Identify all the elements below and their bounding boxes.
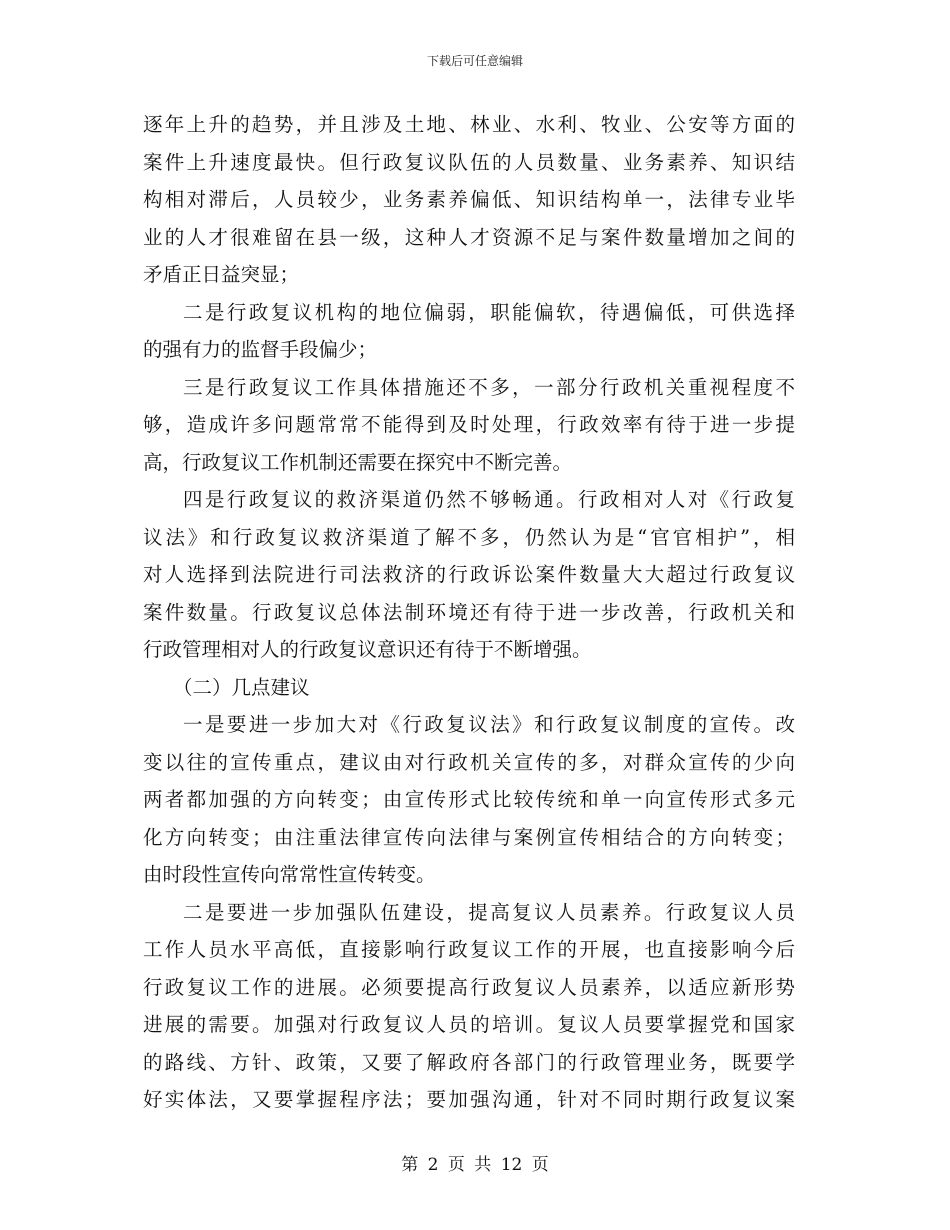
text-line: 由时段性宣传向常常性宣传转变。	[143, 863, 436, 886]
text-line: 二是要进一步加强队伍建设，提高复议人员素养。行政复议人员	[183, 900, 795, 924]
text-line: 二是行政复议机构的地位偏弱，职能偏软，待遇偏低，可供选择	[183, 300, 795, 324]
text-line: 逐年上升的趋势，并且涉及土地、林业、水利、牧业、公安等方面的	[143, 113, 795, 136]
text-line: 高，行政复议工作机制还需要在探究中不断完善。	[143, 450, 573, 474]
text-line: 行政管理相对人的行政复议意识还有待于不断增强。	[143, 638, 592, 661]
text-line: 议法》和行政复议救济渠道了解不多，仍然认为是“官官相护”，相	[143, 525, 795, 549]
text-line: 的强有力的监督手段偏少；	[143, 338, 378, 361]
text-line: 工作人员水平高低，直接影响行政复议工作的开展，也直接影响今后	[143, 938, 795, 961]
text-line: 案件上升速度最快。但行政复议队伍的人员数量、业务素养、知识结	[143, 150, 795, 174]
document-body	[143, 106, 795, 1119]
section-heading: （二）几点建议	[173, 675, 310, 699]
text-line: 好实体法，又要掌握程序法；要加强沟通，针对不同时期行政复议案	[143, 1088, 795, 1111]
text-line: 案件数量。行政复议总体法制环境还有待于进一步改善，行政机关和	[143, 600, 795, 624]
text-line: 三是行政复议工作具体措施还不多，一部分行政机关重视程度不	[183, 375, 795, 399]
text-line: 构相对滞后，人员较少，业务素养偏低、知识结构单一，法律专业毕	[143, 188, 795, 211]
text-line: 够，造成许多问题常常不能得到及时处理，行政效率有待于进一步提	[143, 413, 795, 436]
text-line: 一是要进一步加大对《行政复议法》和行政复议制度的宣传。改	[183, 713, 795, 736]
text-line: 两者都加强的方向转变；由宣传形式比较传统和单一向宣传形式多元	[143, 788, 795, 811]
text-line: 四是行政复议的救济渠道仍然不够畅通。行政相对人对《行政复	[183, 488, 795, 511]
page-header: 下载后可任意编辑	[426, 54, 523, 68]
text-line: 矛盾正日益突显；	[143, 263, 300, 286]
text-line: 化方向转变；由注重法律宣传向法律与案例宣传相结合的方向转变；	[143, 825, 795, 849]
page-footer: 第 2 页 共 12 页	[401, 1155, 549, 1175]
text-line: 业的人才很难留在县一级，这种人才资源不足与案件数量增加之间的	[143, 225, 795, 249]
text-line: 行政复议工作的进展。必须要提高行政复议人员素养，以适应新形势	[143, 975, 795, 999]
text-line: 进展的需要。加强对行政复议人员的培训。复议人员要掌握党和国家	[143, 1013, 795, 1036]
text-line: 的路线、方针、政策，又要了解政府各部门的行政管理业务，既要学	[143, 1050, 795, 1074]
text-line: 对人选择到法院进行司法救济的行政诉讼案件数量大大超过行政复议	[143, 563, 795, 586]
text-line: 变以往的宣传重点，建议由对行政机关宣传的多，对群众宣传的少向	[143, 750, 795, 774]
